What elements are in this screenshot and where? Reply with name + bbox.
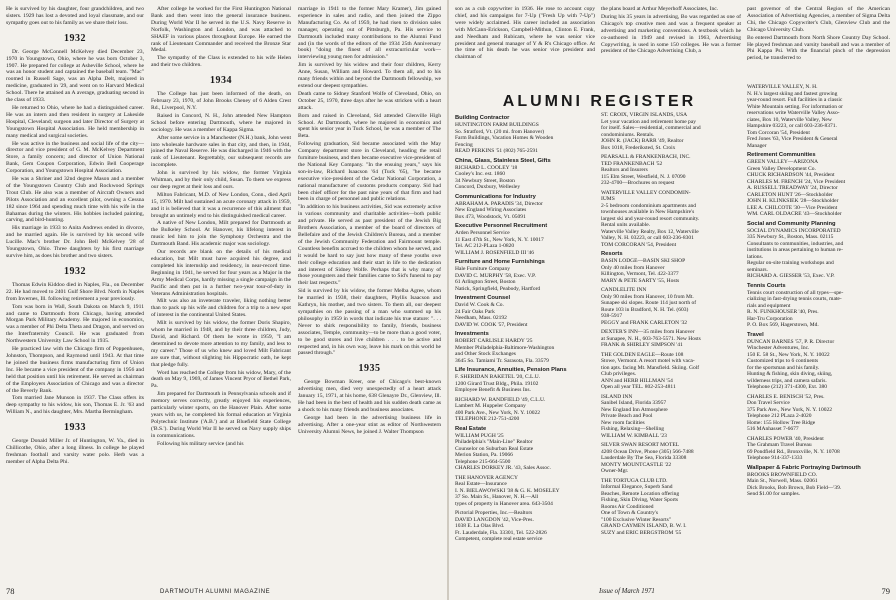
register-listing [747,332,891,391]
register-line: Stowe, Vermont. A resort motel with vaca- [601,358,695,364]
register-line: Beaches, Remote Location offering [601,490,680,497]
register-line: WATERVILLE VALLEY, N. H. [747,84,818,90]
register-line: IUMS [601,196,615,202]
register-line: Realtors and Insurers [601,167,648,173]
register-line: 335 Newbury St., Boston, Mass. 02115 [747,234,834,240]
left-page [0,0,447,600]
register-line: WATERVILLE VALLEY CONDOMIN- [601,189,691,196]
register-listing [601,154,743,187]
register-line: CHUCK RICHARDSON '44, President [747,172,835,178]
right-page [449,0,896,600]
register-category: Communications for Industry [455,193,536,200]
register-line: reservations write Waterville Valley Asso- [747,110,840,116]
register-line: 115 Elm Street, Westfield, N. J. 07090 [601,173,686,180]
register-line: GREEN VALLEY—ARIZONA [747,159,819,165]
register-line: 11 East 47th St., New York, N. Y. 10017 [455,236,544,243]
register-line: at Sunapee, N. H., 603-763-5571. New Hosts [601,335,701,342]
register-line: Club privileges. [601,371,637,377]
register-line: PEGGY and FRANK CARLETON '32 [601,319,687,326]
paragraph: After college he worked for the First Huntington National Bank and then went into the general insurance business. During World War II he served in the U.S. Navy Reserve in Norfolk, Washington and London, and was attached to SHAEF in various places throughout Europe. He earned the rank of Lieutenant Commander and received the Bronze Star Medal. [151,6,291,54]
register-line: Green Valley Development Co. [747,165,816,172]
register-line: Tom Corcoran '54, President [747,129,810,136]
paragraph: His marriage in 1933 to Anita Andrews ended in divorce, and he married again. He is survived by his second wife Lucille. Mac's brother Dr. John Bell McKelvey '28 of Youngstown, Ohio. Three daughters by his first marriage survive him, as does his brother and two sisters. [6,225,144,259]
register-line: FRANK & SHIRLEY SIMPSON '41 [601,342,683,348]
paragraph: Milt was also an inveterate traveler, liking nothing better than to pack up his wife and children for a trip to a new spot of interest in the continental United States. [151,298,291,319]
obituary-column-3 [298,6,441,586]
obituary-column-2 [151,6,291,586]
paragraph: The sympathy of the Class is extended to his wife Helen and their two children. [151,55,291,69]
register-line: Tennis court construction of all types—spe- [747,289,844,296]
register-line: Regular on-site training workshops and [747,260,834,266]
paragraph: Tom was born in Wall, South Dakota on March 9, 1911 and came to Dartmouth from Chicago, having attended Morgan Park Military Academy. He majored in economics, was a member of Phi Delta Theta and Dragon, and served on the Interfraternity Council. He was graduated from Northwestern University Law School in 1935. [6,303,144,345]
register-line: P. O. Box 569, Hagerstown, Md. [747,322,819,328]
register-line: HUNTINGTON FARM BUILDINGS [455,122,539,128]
register-line: New England Inn Atmosphere [601,406,668,413]
register-line: 938-5917 [601,313,623,319]
register-line: for the sportsman and his family. [747,364,820,371]
register-listing [601,287,743,326]
paragraph: Jim prepared for Dartmouth in Pennsylvania schools and if memory serves correctly, greatly enjoyed his experiences, particularly winter sports, on the Hanover Plain. After some years with us, he completed his formal education at Virginia Polytechnic Institute ('A.B.') and at Bluefield State College ('B.S.'). During World War II he served on Navy supply ships in communications. [151,391,291,439]
register-line: R. N. FUNKHOUSER '40, Pres. [747,309,819,315]
register-listing [601,190,743,249]
register-line: townhouses available in New Hampshire's [601,209,695,215]
paragraph: the plans board at Arthur Meyerhoff Associates, Inc. [601,6,719,12]
register-line: ROBERT CARLISLE HARDY '25 [455,338,533,344]
register-line: CARLETON HUNT '26—Stockholder [747,191,833,198]
obituary-continuation-3 [747,6,890,84]
paragraph: He returned to Ohio, where he had a distinguished career. He was an intern and then resident in surgery at Lakeside Hospital, Cleveland; surgeon and later Director of Surgery at Youngstown Hospital Association. He held membership in many medical and surgical societies. [6,104,144,139]
paragraph: Our records are blank on the details of his medical education, but Milt must have acquired his degree, and completed his internship and residency, in near-record time. Beginning in 1941, he served for four years as a Major in the Army Medical Corps, hardly missing a single campaign in the Pacific and then put in a further two-year tour-of-duty in Veterans Administration hospitals. [151,249,291,297]
register-line: Lambert M. Huppeler Company [455,403,526,409]
obituary-column-1 [6,6,144,586]
paragraph: He was a Shriner and 32nd degree Mason and a member of the Youngstown Country Club and Rockwood Springs Trout Club. He also was a member of Aircraft Owners and Pilots Association and an excellent pilot, owning a Cessna 182 since 1964 and spending much time with his wife in the Bahamas during the winters. His hobbies included painting, carving, and bird-hunting. [6,176,144,224]
register-line: Hampshire 03223, or call 603-236-8371. [747,123,837,129]
register-line: Fred Jones '63, Vice President & General [747,136,838,142]
register-line: Dick Brooks, Bob Brown, Bob Field—'39. [747,484,842,491]
paragraph: Death came to Sidney Stanford Wolfe of Cleveland, Ohio, on October 25, 1970, three days after he was stricken with a heart attack. [298,90,441,111]
register-line: Har-Tru Corporation [747,315,793,322]
register-listing [601,442,743,475]
register-category: Furniture and Home Furnishings [455,259,545,265]
paragraph: Following his military service (and his [157,440,244,447]
register-line: Fencing [455,141,473,148]
register-line: Box 1018, Frederiksted, St. Croix [601,144,676,151]
class-year-heading: 1935 [358,363,381,375]
register-category: Social and Community Planning [747,220,836,227]
register-line: condominiums. Rentals. [601,131,655,138]
register-category: Tennis Courts [747,282,786,289]
paragraph: Word has reached the College from his widow, Mary, of the death on May 9, 1969, of James Vincent Pryor of Bethel Park, Pa. [151,369,291,390]
register-category: Executive Personnel Recruitment [455,223,548,229]
alumni-register-title: ALUMNI REGISTER [502,93,697,110]
register-category: Building Contractor [455,115,510,121]
register-line: Let your vacation and retirement home pay [601,118,696,125]
register-listing [601,251,743,284]
register-line: Consultants to communities, industries, and [747,240,844,247]
register-line: SOCIAL DYNAMICS INCORPORATED [747,227,841,234]
paragraph: George Bowman Kreer, one of Chicago's best-known advertising men, died very unexpectedly of a heart attack January 15, 1971, at his home, 638 Glenayre Dr., Glenview, Ill. He had been in the best of health and his sudden death came as a shock to his many friends and business associates. [298,379,441,413]
paragraph: He practiced law with the Chicago firm of Poppenhusen, Johnston, Thompson, and Raymond until 1943. At that time he joined the business firms manufacturing firm of Union Inc. He became a vice president of the company in 1956 and held that position until his retirement. He served as chairman of the Employers Association of Chicago and was a director of the Beverly Bank. [6,346,144,394]
register-line: types of property in Hanover area. 643-3504 [455,500,553,507]
register-line: and Other Stock Exchanges [455,351,516,357]
register-line: MONTY MOUNTCASTLE '22 [601,461,672,468]
paragraph: Tom married Jane Munson in 1937. The Class offers its deep sympathy to his widow, his son, Thomas E. Jr. '63 and William N., and his daughter, Mrs. Martha Bermingham. [6,395,144,416]
register-line: Only 40 miles from Hanover [601,264,665,271]
register-line: Fishing, Skin Diving, Water Sports [601,497,679,503]
register-line: TOM CORCORAN '54, President [601,241,677,248]
register-line: DAVID C. MURPHY '58, Exec. V.P. [455,272,536,279]
register-listing [455,475,597,508]
register-category: Investment Counsel [455,295,511,301]
register-category: China, Glass, Stainless Steel, Gifts [455,157,551,164]
magazine-name-footer: DARTMOUTH ALUMNI MAGAZINE [160,589,271,595]
paragraph: Jim is survived by his widow and their four children, Kerry Anne, Susan, William and Howard. To them all, and to his many friends within and beyond the Dartmouth fellowship, we extend our deepest sympathies. [298,62,441,89]
register-line: Rooms Air Conditioned [601,503,654,510]
register-line: 1038 E. La Olas Blvd. [455,523,505,529]
register-column-3 [747,84,891,582]
register-listing [747,152,891,218]
register-line: The Grahmam Travel Bureau [747,442,812,448]
register-line: Home: 155 Hollow Tree Ridge [747,419,816,426]
paragraph: marriage in 1941 to the former Mary Kramer), Jim gained experience in sales and radio, and then joined the Zippo Manufacturing Co. As of 1959, he had risen to division sales manager, operating out of Pittsburgh, Pa. His service to Dartmouth included many contributions to the Alumni Fund and (in the words of the editors of the 1934 25th Anniversary book) "doing the finest of all extracurricular work—interviewing young men for admission." [298,6,441,61]
register-listing [747,84,891,149]
register-line: One of Town & Country's [601,510,659,516]
register-line: Philadelphia's "Main-Line" Realtor [455,439,533,445]
register-listing [601,394,743,440]
paragraph: Thomas Edwin Kiddoo died in Naples, Fla., on December 22. He had moved to 2401 Gulf Shore Blvd. North in Naples from Invernes, Ill. following retirement a year previously. [6,281,144,302]
register-line: LEE A. CHILCOTE '30—Vice President [747,204,838,211]
register-line: I. N. BIELAWOWSKI '38 & G. K. MOSELEY [455,487,560,494]
register-line: 516 MAnhasset 7-6677 [747,426,799,432]
register-line: CHARLES E. BENISCH '52, Pres. [747,393,825,400]
register-listing [455,115,597,155]
register-line: Open all year TEL. 802-253-4811 [601,384,676,390]
register-listing [747,283,891,329]
register-line: Waterville Valley Realty, Box 12, Waterville [601,228,699,235]
register-listing [455,367,597,394]
paragraph: "In addition to his business activities, Sid was extremely active in various community and charitable activities—both public and private. He served as past president of the Jewish Big Brothers Association, a member of the board of directors of Bellefaire and of the Jewish Children's Bureau, and a member of the Jewish Community Federation and Fairmount temple. Countless benefits accrued to the children whom he served, and it would be hard to say just how many of these youths owe their college education and their start in life to the dedication and interest of Sidney Wolfe. Perhaps that is why many of those youngsters and their families came to Sid's funeral to pay their last respects." [298,204,441,287]
paragraph: Raised in Concord, N. H., John attended New Hampton School before entering Dartmouth, where he majored in sociology. He was a member of Kappa Sigma. [151,112,291,133]
register-line: White Mountain setting. For information or [747,103,843,110]
register-line: 24 Fair Oaks Park [455,308,495,315]
register-line: Counselor on Suburban Real Estate [455,445,534,452]
register-line: WM. CARL OLDACRE '43—Stockholder [747,211,842,217]
paragraph: Sid is survived by his widow, the former Melba Agree, whom he married in 1938, their daughters, Phyllis Isaacson and Kathryn, his mother, and two sisters. To them all, our deepest sympathies on the passing of a man who summed up his philosophy in 1959 in words that indicate his true stature: ". . . Never to shirk responsibility to family, friends, business associates, Temple, community—to be more than a good voter, to be good stores and live children . . . to be active and respected and, in his own way, leave his mark on this world he passed through." [298,288,441,357]
register-listing [455,397,597,423]
register-listing [747,465,891,498]
register-listing [455,194,597,221]
register-listing [455,223,597,256]
register-line: ciates, Box 10, Waterville Valley, New [747,116,832,123]
paragraph: Following graduation, Sid became associated with the May Company department store in Cleveland, heading the retail furniture business, and then became executive vice-president of the National Key Company. "In the ensuing years," says his son-in-law, Richard Isaacson '64 (Tuck '65), "he became executive vice-president of the Cedar National Corporation, a national manufacturer of customs products company. Sid had been chief officer for the past nine years of that firm and had been in charge of personnel and public relations. [298,141,441,203]
register-listing [601,112,743,151]
register-line: Winchester Adventures, Inc. [747,345,810,351]
register-line: CANDLELITE INN [601,287,647,293]
class-year-heading: 1932 [64,32,86,44]
register-listing [455,426,597,472]
paragraph: The College has just been informed of the death, on February 23, 1970, of John Brooks Cheney of 6 Alden Crest Rd., Liverpool, N.Y. [151,91,291,111]
register-line: DAVID W. COOK '57, President [455,321,528,328]
page-number-left: 78 [6,586,15,596]
class-year-heading: 1933 [64,422,86,434]
register-line: Informal Elegance, Superb Sand [601,484,673,490]
register-line: WILLIAM PUGH '25 [455,432,504,439]
register-line: CHARLES DORKEY JR. '43, Sales Assoc. [455,465,551,471]
register-listing [455,510,597,543]
register-line: 34 Newbury Street, Boston [455,177,515,184]
register-line: F. SHERIDAN BAKETEL '20, C.L.U. [455,374,541,380]
paragraph: Born and raised in Cleveland, Sid attended Glenville High School. At Dartmouth, where he majored in economics and spent his senior year in Tuck School, he was a member of The Beta. [298,112,441,140]
paragraph: son as a cub copywriter in 1936. He rose to account copy chief, and his campaigns for 7-Up ("Fresh Up with 7-Up") were widely acclaimed. His career included an association with McCann-Erickson, Campbell-Mithun, Clinton E. Frank, and Needham and Rubicam, where he was senior vice president and general manager of Y & R's Chicago office. At the time of his death he was senior vice president and chairman of [455,6,595,61]
obituary-continuation-1 [455,6,595,84]
register-line: 61 Arlington Street, Boston [455,279,516,285]
register-line: Telephone 212 PLaza 2-4020 [747,413,812,419]
register-line: Only 90 miles from Hanover, 10 from Mt. [601,293,694,300]
register-line: Telephone 914-337-1333 [747,455,803,461]
register-line: GRAND CAYMEN ISLAND, B. W. I. [601,523,687,529]
register-listing [747,436,891,462]
register-line: David W. Cook & Co. [455,302,504,308]
register-listing [601,352,743,391]
register-line: SUZY and ERIC BERGSTROM '55 [601,529,682,536]
register-line: Sunapee ski slopes. Route 114 just north of [601,300,697,306]
register-line: RICHARD W. BANDFIELD '49, C.L.U. [455,396,546,403]
paragraph: After some service in a Manchester (N.H.) bank, John went into wholesale hardware sales in that city, and then, in 1944, joined the Naval Reserve. He was discharged in 1946 with the rank of Lieutenant. Regrettably, our subsequent records are incomplete. [151,134,291,169]
register-line: 3645 So. Tamiami Tr. Sarasota, Fla. 33579 [455,357,549,364]
class-year-heading: 1934 [210,75,232,87]
register-listing [747,394,891,433]
register-line: 4208 Ocean Drive, Phone (305) 566-7488 [601,448,694,455]
class-year-heading: 1932 [64,265,86,277]
register-line: Hale Furniture Company [455,266,510,272]
register-line: for itself. Sales—residential, commercial and [601,125,701,131]
obituary-continuation-2 [601,6,741,84]
register-line: Needham, Mass. 02192 [455,315,507,321]
register-line: WILLIAM W. KIMBALL '23 [601,432,667,439]
register-line: THE GOLDEN EAGLE—Route 108 [601,351,684,358]
paragraph: Milton Fabricant, M.D. of New London, Conn., died April 15, 1970. Milt had sustained an acute coronary attack in 1959, and it is believed that it was a recurrence of this ailment that brought an untimely end to his distinguished medical career. [151,191,291,219]
register-line: Main St., Norwell, Mass. 02061 [747,478,818,484]
register-line: DUNCAN BARNES '57, P. R. Director [747,338,835,345]
register-line: Farm Buildings, Vacation Homes & Wooden [455,135,554,141]
register-line: 150 E. 58 St., New York, N. Y. 10022 [747,351,830,358]
register-category: Travel [747,331,764,338]
register-line: JOHN R. (JACK) BARR '49, Realtor [601,138,684,144]
register-line: Member Philadelphia-Baltimore-Washington [455,344,555,351]
register-line: Owner-Mgr. [601,468,629,474]
register-category: Retirement Communities [747,152,816,158]
register-listing [455,259,597,292]
register-line: 232-4700—Brochures on request [601,180,675,186]
register-line: Hunting & fishing, skin diving, skiing, [747,371,833,377]
register-category: Investments [455,331,489,337]
register-line: Sanibel Island, Florida 33957 [601,400,667,406]
register-line: New room facilities [601,419,645,426]
register-line: WILLIAM J. ROSENFIELD III '46 [455,249,535,256]
register-line: Telephone (212) 371-4300, Ext. 380 [747,384,827,390]
register-line: ANN and HERB HILLMAN '54 [601,377,673,384]
register-line: JOHN H. KLINKSIEK '28—Stockholder [747,198,839,204]
register-line: Pictorial Properties, Inc.—Realtors [455,510,533,516]
paragraph: He was active in the business and social life of the city—director and vice president of G. M. McKelvey Department Store, a family concern; and director of Union National Bank, Gem Coupon Corporation, Edwin Bell Cooperage Corporation, and Youngstown Hospital Association. [6,140,144,175]
register-line: Natick, Springfield, Peabody, Hartford [455,285,541,292]
register-listing [455,295,597,328]
register-line: A. RUSSELL TREADWAY '24, Director [747,185,838,191]
register-line: Cooley's Inc. est. 1860 [455,171,506,177]
register-line: Real Estate—Insurance [455,481,507,487]
register-line: Killington, Vermont, Tel. 422-3377 [601,271,679,277]
register-line: rials and equipment [747,302,791,309]
register-line: 37 So. Main St., Hanover, N. H.—All [455,494,539,500]
register-line: Lauderdale By The Sea, Florida 33308 [601,455,687,461]
register-line: tion apts. facing Mt. Mansfield. Skiing. Golf [601,364,700,371]
register-line: READ PERKINS '51 (802) 765-2591 [455,148,538,154]
register-line: Send $1.00 for samples. [747,491,801,497]
register-line: 1200 Girard Trust Bldg., Phila. 19102 [455,380,539,387]
register-line: wilderness trips, and camera safaris. [747,377,827,384]
register-line: So. Stratford, Vt. (20 mi. from Hanover) [455,128,545,135]
register-line: lations. [747,253,764,260]
register-line: Telephone 215-664-5500 [455,458,511,465]
register-listing [601,478,743,537]
issue-date-footer: Issue of March 1971 [599,588,655,595]
register-line: ST. CROIX, VIRGIN ISLANDS, USA [601,112,688,118]
register-listing [455,158,597,191]
register-listing [601,329,743,349]
register-line: institutions in areas pertaining to human re- [747,247,843,253]
register-line: Box 473, Woodstock, Vt. 05091 [455,213,526,220]
register-line: RICHARD L. COOLEY '18 [455,164,518,171]
register-line: largest ski and year-round resort community. [601,215,700,222]
register-line: Don Travel Service [747,400,790,406]
register-line: Ft. Lauderdale, Fla. 33301, Tel. 522-2826 [455,529,547,536]
register-line: "100 Exclusive Winter Resorts" [601,516,672,523]
register-line: Route 103 in Bradford, N. H. Tel. (603) [601,306,689,313]
register-line: Competent, complete real estate service [455,536,543,542]
paragraph: George Donald Miller Jr. of Huntington, W. Va., died in Chillicothe, Ohio, after a long illness. In college he played freshman football and varsity water polo. Herb was a member of Alpha Delta Phi. [6,438,144,465]
register-line: THE HANOVER AGENCY [455,474,518,481]
register-line: Tel. AC 212-PLaza 1-0820 [455,243,515,249]
register-line: Employee Benefit & Business Ins. [455,387,531,393]
paragraph: Milt is survived by his widow, the former Doris Shapiro, whom he married in 1948, and by their three children, Judy, David, and Richard. Of them he wrote in 1959, "I am determined to devote more attention to my family, and less to my career." Those of us who knew and loved Milt Fabricant are sure that, without slighting his Hippocratic oath, he kept that pledge fully. [151,320,291,368]
register-listing [455,331,597,364]
register-line: MARY & PETE SARTY '55, Hosts [601,277,680,284]
register-category: Life Insurance, Annuities, Pension Plans [455,367,567,373]
register-line: N. H.'s largest skiing and fastest growing [747,90,838,97]
register-line: TED FRANKENBACH '52 [601,160,663,167]
register-line: DEXTER'S INN—35 miles from Hanover [601,329,695,335]
register-line: seminars. [747,266,768,273]
register-category: Real Estate [455,425,487,432]
register-listing [747,221,891,280]
register-line: Valley, N. H. 03223, or call 603-236-8301 [601,235,694,241]
register-line: ISLAND INN [601,393,633,400]
paragraph: John is survived by his widow, the former Virginia Whitman, and by their only child, Susan. To them we express our deep regret at their loss and ours. [151,170,291,190]
paragraph: Dr. George McConnell McKelvey died December 23, 1970 in Youngstown, Ohio, where he was born October 3, 1907. He prepared for college at Asheville School, where he was an honor student and captained the baseball team. "Mac" roomed in Russell Sage, was an Alpha Delt, majored in medicine, graduated in '29, and went on to Harvard Medical School. There he attained an A average, graduating second in the class of 1933. [6,48,144,104]
register-line: cializing in fast-drying tennis courts, mate- [747,296,842,302]
register-line: Rental units available. [601,222,651,228]
paragraph: During his 35 years in advertising, Bo was regarded as one of Chicago's top creative men and was a frequent speaker at advertising and marketing conventions. A textbook which he co-authored in 1949 and revised in 1963, Advertising Copywriting, is used in some 150 colleges. He was a former president of the Chicago Advertising Club, a [601,13,741,55]
register-line: THE TORTUGA CLUB LTD. [601,477,668,484]
paragraph: A native of New London, Milt prepared for Dartmouth at the Bulkeley School. At Hanover, his lifelong interest in music led him to join the Symphony Orchestra and the Dartmouth Band. His academic major was sociology. [151,220,291,248]
register-line: New England Wiring Associates [455,207,527,213]
register-line: Arden Personnel Service [455,230,510,236]
register-line: Concord, Duxbury, Wellesley [455,184,521,190]
register-line: TELEPHONE 212-751-4200 [455,416,520,422]
register-line: SILVER SWAN RESORT MOTEL [601,442,680,448]
register-line: ABRAHAM A. PARADIS '34, Director [455,200,543,207]
register-column-2 [601,112,743,582]
register-line: CHARLES M. FRENCH '24, Vice President [747,178,846,185]
register-column-1 [455,112,597,582]
page-number-right: 79 [881,586,890,596]
register-line: 400 Park Ave., New York, N. Y. 10022 [455,409,540,416]
register-line: BASIN LODGE—BASIN SKI SHOP [601,258,686,264]
paragraph: George had been in the advertising business life in advertising. After a one-year stint as editor of Northwestern University Alumni News, he joined J. Walter Thompson [298,414,441,435]
register-line: CHARLES POWER '40, President [747,435,824,442]
register-category: Wallpaper & Fabric Portraying Dartmouth [747,464,861,471]
register-line: 2-5 bedroom condominium apartments and [601,202,697,209]
register-line: Private Beach and Pool [601,413,653,419]
paragraph: past governor of the Central Region of the American Association of Advertising Agencies, a member of Sigma Delta Chi, the Chicago Copywriter's Club, Glenview Club and the Chicago University Club. [747,6,890,33]
register-line: Customized trips to 6 continents [747,358,819,364]
register-line: RICHARD A. GIESSER '53, Exec. V.P. [747,273,835,279]
register-line: Merion Station, Pa. 19066 [455,452,513,458]
register-line: PEARSALL & FRANKENBACH, INC. [601,154,691,160]
register-line: Manager [747,142,767,149]
register-line: year-round resort. Full facilities in a classic [747,97,843,103]
register-line: 375 Park Ave., New York, N. Y. 10022 [747,406,832,413]
register-line: 69 Pondfield Rd., Bronxville, N. Y. 10708 [747,448,840,455]
paragraph: Bo entered Dartmouth from North Shore Country Day School. He played freshman and varsity baseball and was a member of Phi Kappa Psi. With the financial pinch of the depression period, he transferred to [747,34,890,62]
register-line: DAVID LANGDON '42, Vice-Pres. [455,516,534,523]
register-category: Resorts [601,251,623,257]
paragraph: He is survived by his daughter, four grandchildren, and two sisters. 1929 has lost a devoted and loyal classmate, and our sympathy goes out to his family as we share their loss. [6,6,144,26]
register-line: BROOKS BROWNFIELD CO. [747,471,818,478]
register-line: Fishing, Relaxing—Shelling [601,426,664,432]
